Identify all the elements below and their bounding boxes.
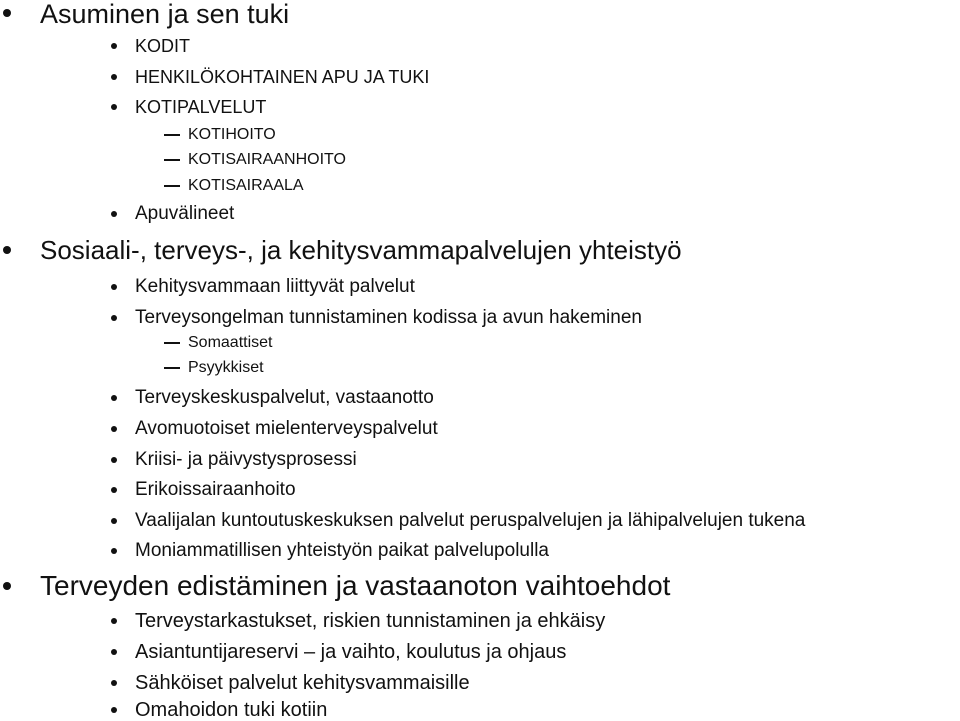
list-item	[0, 34, 960, 58]
sub-list-item-text: KOTIHOITO	[188, 126, 276, 143]
section-heading	[0, 234, 960, 266]
dash-icon	[164, 185, 180, 187]
list-item-text: Omahoidon tuki kotiin	[135, 699, 328, 721]
section-title: Sosiaali-, terveys-, ja kehitysvammapalvelujen yhteistyö	[40, 235, 682, 265]
dash-icon	[164, 134, 180, 136]
dash-icon	[164, 159, 180, 161]
bullet-icon	[111, 284, 117, 290]
bullet-icon	[111, 395, 117, 401]
list-item	[0, 640, 960, 664]
sub-list-item	[0, 176, 960, 196]
list-item-text: Vaalijalan kuntoutuskeskuksen palvelut peruspalvelujen ja lähipalvelujen tukena	[135, 510, 806, 531]
list-item	[0, 417, 960, 441]
section-title: Asuminen ja sen tuki	[40, 0, 290, 29]
list-item	[0, 202, 960, 226]
list-item-text: Avomuotoiset mielenterveyspalvelut	[135, 418, 438, 439]
list-item	[0, 275, 960, 299]
list-item	[0, 509, 960, 533]
list-item	[0, 609, 960, 633]
list-item-text: Apuvälineet	[135, 203, 235, 224]
list-item-text: HENKILÖKOHTAINEN APU JA TUKI	[135, 67, 430, 87]
list-item	[0, 95, 960, 119]
sub-list-item-text: Somaattiset	[188, 334, 273, 351]
bullet-icon	[111, 618, 117, 624]
bullet-icon	[111, 518, 117, 524]
list-item-text: Sähköiset palvelut kehitysvammaisille	[135, 672, 470, 694]
list-item-text: Erikoissairaanhoito	[135, 479, 296, 500]
dash-icon	[164, 342, 180, 344]
list-item-text: KODIT	[135, 36, 191, 56]
sub-list-item-text: KOTISAIRAANHOITO	[188, 151, 346, 168]
sub-list-item	[0, 358, 960, 378]
section-heading	[0, 570, 960, 602]
list-item	[0, 671, 960, 695]
list-item	[0, 306, 960, 330]
bullet-icon	[111, 315, 117, 321]
dash-icon	[164, 367, 180, 369]
bullet-icon	[3, 246, 11, 254]
list-item-text: KOTIPALVELUT	[135, 97, 267, 117]
bullet-icon	[111, 548, 117, 554]
bullet-icon	[111, 649, 117, 655]
list-item	[0, 448, 960, 472]
list-item	[0, 478, 960, 502]
list-item	[0, 539, 960, 563]
sub-list-item	[0, 150, 960, 170]
section-title: Terveyden edistäminen ja vastaanoton vaihtoehdot	[40, 570, 671, 601]
bullet-icon	[111, 426, 117, 432]
sub-list-item-text: KOTISAIRAALA	[188, 177, 304, 194]
bullet-icon	[111, 104, 117, 110]
list-item-text: Moniammatillisen yhteistyön paikat palvelupolulla	[135, 540, 549, 561]
bullet-icon	[111, 211, 117, 217]
list-item-text: Terveystarkastukset, riskien tunnistaminen ja ehkäisy	[135, 610, 606, 632]
list-item-text: Kehitysvammaan liittyvät palvelut	[135, 276, 415, 297]
sub-list-item	[0, 125, 960, 145]
bullet-icon	[111, 43, 117, 49]
bullet-icon	[111, 680, 117, 686]
list-item-text: Terveyskeskuspalvelut, vastaanotto	[135, 387, 434, 408]
list-item	[0, 386, 960, 410]
list-item	[0, 65, 960, 89]
sub-list-item-text: Psyykkiset	[188, 359, 264, 376]
sub-list-item	[0, 333, 960, 353]
list-item-text: Terveysongelman tunnistaminen kodissa ja avun hakeminen	[135, 307, 642, 328]
bullet-icon	[111, 707, 117, 713]
bullet-icon	[111, 457, 117, 463]
list-item-text: Kriisi- ja päivystysprosessi	[135, 449, 357, 470]
bullet-icon	[111, 74, 117, 80]
list-item-text: Asiantuntijareservi – ja vaihto, koulutus ja ohjaus	[135, 641, 567, 663]
section-heading	[0, 0, 960, 28]
list-item	[0, 699, 960, 721]
bullet-icon	[3, 582, 11, 590]
bullet-icon	[3, 9, 11, 17]
bullet-icon	[111, 487, 117, 493]
